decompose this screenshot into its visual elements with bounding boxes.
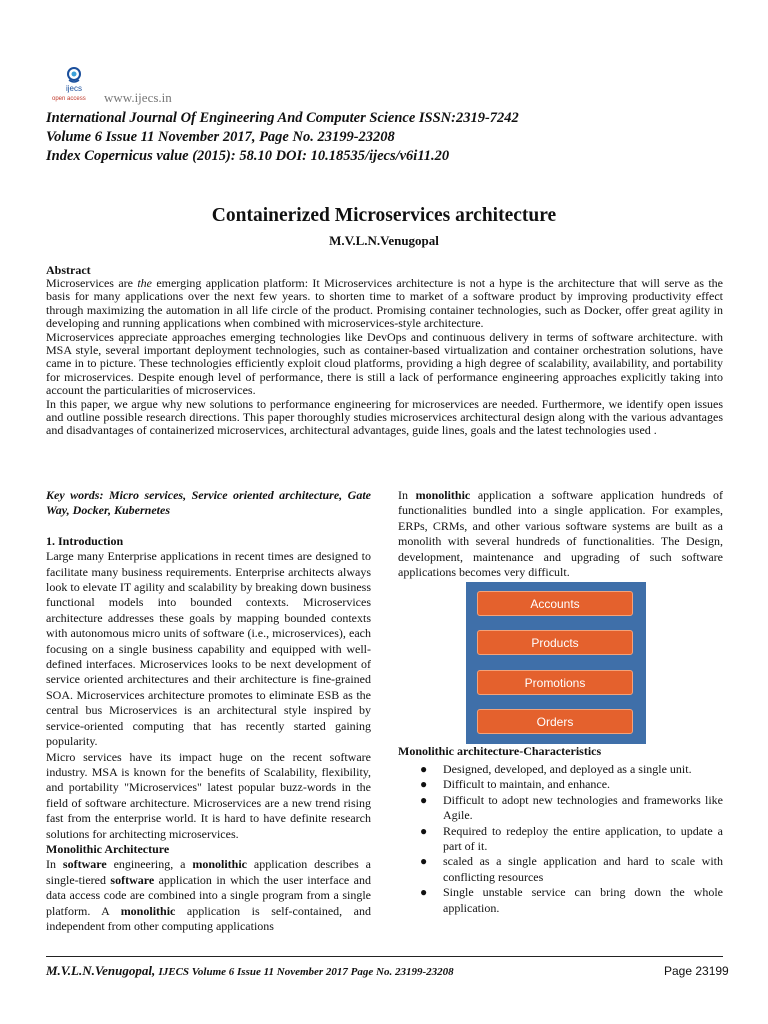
monolithic-description: In monolithic application a software application hundreds of functionalities bundled into a single application. For examples, ERPs, CRMs, and other various software systems are built as a monolith with several hundreds of functionalities. The Design, development, maintenance and upgrading of such software applications becomes very difficult. <box>398 488 723 580</box>
footer-citation: M.V.L.N.Venugopal, IJECS Volume 6 Issue 11 November 2017 Page No. 23199-23208 <box>46 963 454 978</box>
keywords: Key words: Micro services, Service oriented architecture, Gate Way, Docker, Kubernetes <box>46 488 371 518</box>
list-item: ● Difficult to adopt new technologies and frameworks like Agile. <box>420 792 723 823</box>
bullet-icon: ● <box>420 854 428 869</box>
ijecs-logo-icon <box>52 66 100 106</box>
paper-author: M.V.L.N.Venugopal <box>329 233 439 248</box>
journal-website[interactable]: www.ijecs.in <box>104 90 172 105</box>
page-number: Page 23199 <box>664 964 729 978</box>
list-item: ● Required to redeploy the entire application, to update a part of it. <box>420 823 723 854</box>
list-item: ● Difficult to maintain, and enhance. <box>420 777 611 792</box>
introduction-heading: 1. Introduction <box>46 533 124 548</box>
bullet-icon: ● <box>420 792 428 807</box>
abstract-paragraph-1: Microservices are the emerging application platform: It Microservices architecture is not a hype is the architecture that will serve as the basis for many applications over the next few years. to shorten time to market of a software product by improving productivity effect through maximizing the automation in all life circle of the product. Promising container technologies, such as Docker, offer great agility in developing and running applications when combined with microservices-style architecture. <box>46 276 724 331</box>
journal-name: International Journal Of Engineering And Computer Science ISSN:2319-7242 <box>46 110 519 126</box>
characteristics-heading: Monolithic architecture-Characteristics <box>398 744 602 758</box>
diagram-box-products: Products <box>477 630 633 655</box>
left-column <box>46 488 371 934</box>
svg-text:ijecs: ijecs <box>66 84 83 93</box>
introduction-paragraph-2: Micro services have its impact huge on the recent software industry. MSA is known for the benefits of Scalability, flexibility, and portability "Microservices" latest popular buzz-words in the field of software architecture. Microservices are a new trend rising fast from the enterprise world. It is hard to have definite research solutions for architecting microservices. <box>46 749 371 841</box>
abstract-paragraph-3: In this paper, we argue why new solutions to performance engineering for microservices are needed. Furthermore, we identify open issues and outline possible research directions. This paper thoroughly studies microservices architectural design along with the various advantages and disadvantages of containerized microservices, architectural advantages, guide lines, goals and the latest technologies used . <box>46 396 723 438</box>
list-item: ● Single unstable service can bring down the whole application. <box>420 885 723 915</box>
abstract-body <box>46 277 723 438</box>
list-item: ● Designed, developed, and deployed as a single unit. <box>420 762 692 776</box>
diagram-box-promotions: Promotions <box>477 670 633 695</box>
journal-logo <box>52 66 100 106</box>
svg-text:open access: open access <box>52 96 86 102</box>
introduction-paragraph-1: Large many Enterprise applications in recent times are designed to facilitate many business requirements. Enterprise architects always look to elevate IT agility and scalability by breaking down business functional models into bounded contexts. Microservices architecture addresses these goals by mapping bounded contexts with autonomous micro units of software (i.e., microservices), each focusing on a single business capability and equipped with well-defined interfaces. Microservices looks to be next development of service oriented architectures and their architecture is fine-grained SOA. Microservices architecture promotes to eliminate ESB as the central bus Microservices is an architectural style inspired by service-oriented computing that has recently started gaining popularity. <box>46 549 371 749</box>
bullet-icon: ● <box>420 885 428 900</box>
paper-title: Containerized Microservices architecture <box>211 205 557 226</box>
monolithic-heading: Monolithic Architecture <box>46 841 170 856</box>
diagram-box-accounts: Accounts <box>477 591 633 616</box>
right-column <box>398 488 723 580</box>
monolithic-diagram <box>466 582 646 744</box>
footer-divider <box>46 956 723 957</box>
diagram-box-orders: Orders <box>477 709 633 734</box>
list-item: ● scaled as a single application and hard to scale with conflicting resources <box>420 854 723 884</box>
abstract-heading: Abstract <box>46 263 91 277</box>
volume-info: Volume 6 Issue 11 November 2017, Page No. 23199-23208 <box>46 129 395 145</box>
bullet-icon: ● <box>420 762 428 776</box>
characteristics-list <box>420 762 723 916</box>
index-doi: Index Copernicus value (2015): 58.10 DOI: 10.18535/ijecs/v6i11.20 <box>46 148 450 164</box>
bullet-icon: ● <box>420 777 428 792</box>
bullet-icon: ● <box>420 823 428 838</box>
abstract-paragraph-2: Microservices appreciate approaches emerging technologies like DevOps and continuous delivery in terms of software architecture. with MSA style, several important deployment technologies, such as container-based virtualization and container orchestration solutions, have came in to picture. These technologies efficiently exploit cloud platforms, providing a high degree of scalability, availability, and portability for microservices. Despite enough level of performance, there is still a lack of performance engineering approaches explicitly taking into account the particularities of microservices. <box>46 329 723 398</box>
monolithic-paragraph: In software engineering, a monolithic application describes a single-tiered software application in which the user interface and data access code are combined into a single program from a single platform. A monolithic application is self-contained, and independent from other computing applications <box>46 857 372 933</box>
